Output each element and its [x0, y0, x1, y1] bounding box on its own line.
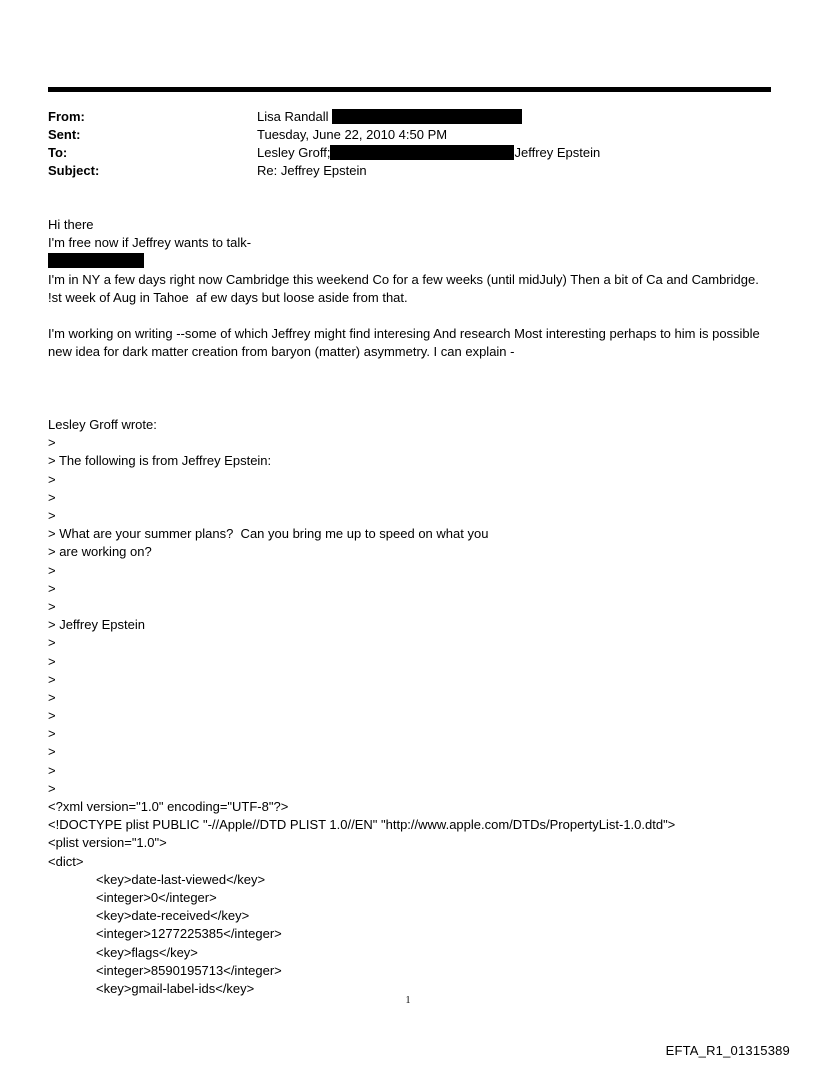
quote-line: > [48, 471, 56, 487]
xml-line: <plist version="1.0"> [48, 835, 167, 851]
xml-line: <!DOCTYPE plist PUBLIC "-//Apple//DTD PLIST 1.0//EN" "http://www.apple.com/DTDs/PropertyList-1.0.dtd"> [48, 817, 676, 833]
sent-value: Tuesday, June 22, 2010 4:50 PM [257, 127, 448, 142]
redaction-bar [330, 145, 514, 160]
xml-line: <key>date-last-viewed</key> [96, 871, 266, 887]
to-label: To: [48, 145, 68, 160]
quote-line: > [48, 508, 56, 524]
document-id: EFTA_R1_01315389 [665, 1043, 790, 1058]
body-paragraph: I'm working on writing --some of which Jeffrey might find interesing And research Most interesting perhaps to him is possible new idea for dark matter creation from baryon (matter) asymmetry. I can explain - [48, 326, 760, 360]
body-line: !st week of Aug in Tahoe af ew days but loose aside from that. [48, 289, 408, 305]
body-paragraph: I'm in NY a few days right now Cambridge this weekend Co for a few weeks (until midJuly) Then a bit of Ca and Cambridge. [48, 271, 759, 287]
quote-line: > The following is from Jeffrey Epstein: [48, 453, 272, 469]
quote-line: > [48, 653, 56, 669]
quote-line: > [48, 780, 56, 796]
xml-line: <integer>1277225385</integer> [96, 926, 282, 942]
to-value [257, 144, 600, 162]
email-body [48, 216, 778, 998]
xml-line: <dict> [48, 853, 84, 869]
quote-signature: > Jeffrey Epstein [48, 617, 145, 633]
redaction-bar [48, 253, 144, 268]
xml-line: <integer>8590195713</integer> [96, 962, 282, 978]
quote-line: > [48, 489, 56, 505]
xml-line: <integer>0</integer> [96, 889, 217, 905]
redaction-bar [332, 109, 522, 124]
quote-line: > [48, 562, 56, 578]
subject-label: Subject: [48, 163, 100, 178]
quote-line: > [48, 762, 56, 778]
quote-line: > [48, 580, 56, 596]
from-name: Lisa Randall [257, 109, 329, 124]
header-rule [48, 87, 771, 92]
quote-line: > What are your summer plans? Can you bring me up to speed on what you [48, 526, 489, 542]
greeting: Hi there [48, 217, 94, 232]
quote-line: > [48, 726, 56, 742]
quote-line: > [48, 689, 56, 705]
from-value [257, 108, 522, 126]
quote-line: > [48, 744, 56, 760]
page-number: 1 [405, 995, 411, 1006]
quote-line: > [48, 598, 56, 614]
quote-intro: Lesley Groff wrote: [48, 417, 157, 433]
quote-line: > are working on? [48, 544, 152, 560]
quote-line: > [48, 635, 56, 651]
sent-label: Sent: [48, 127, 81, 142]
xml-line: <key>gmail-label-ids</key> [96, 980, 255, 996]
quote-line: > [48, 435, 56, 451]
xml-line: <key>flags</key> [96, 944, 198, 960]
quote-line: > [48, 671, 56, 687]
xml-line: <key>date-received</key> [96, 908, 250, 924]
subject-value: Re: Jeffrey Epstein [257, 163, 367, 178]
from-label: From: [48, 109, 85, 124]
to-recipient-2: Jeffrey Epstein [514, 145, 601, 160]
redacted-line [48, 252, 778, 270]
to-recipient-1: Lesley Groff; [257, 145, 331, 160]
quote-line: > [48, 708, 56, 724]
body-line: I'm free now if Jeffrey wants to talk- [48, 235, 252, 251]
xml-line: <?xml version="1.0" encoding="UTF-8"?> [48, 799, 289, 815]
